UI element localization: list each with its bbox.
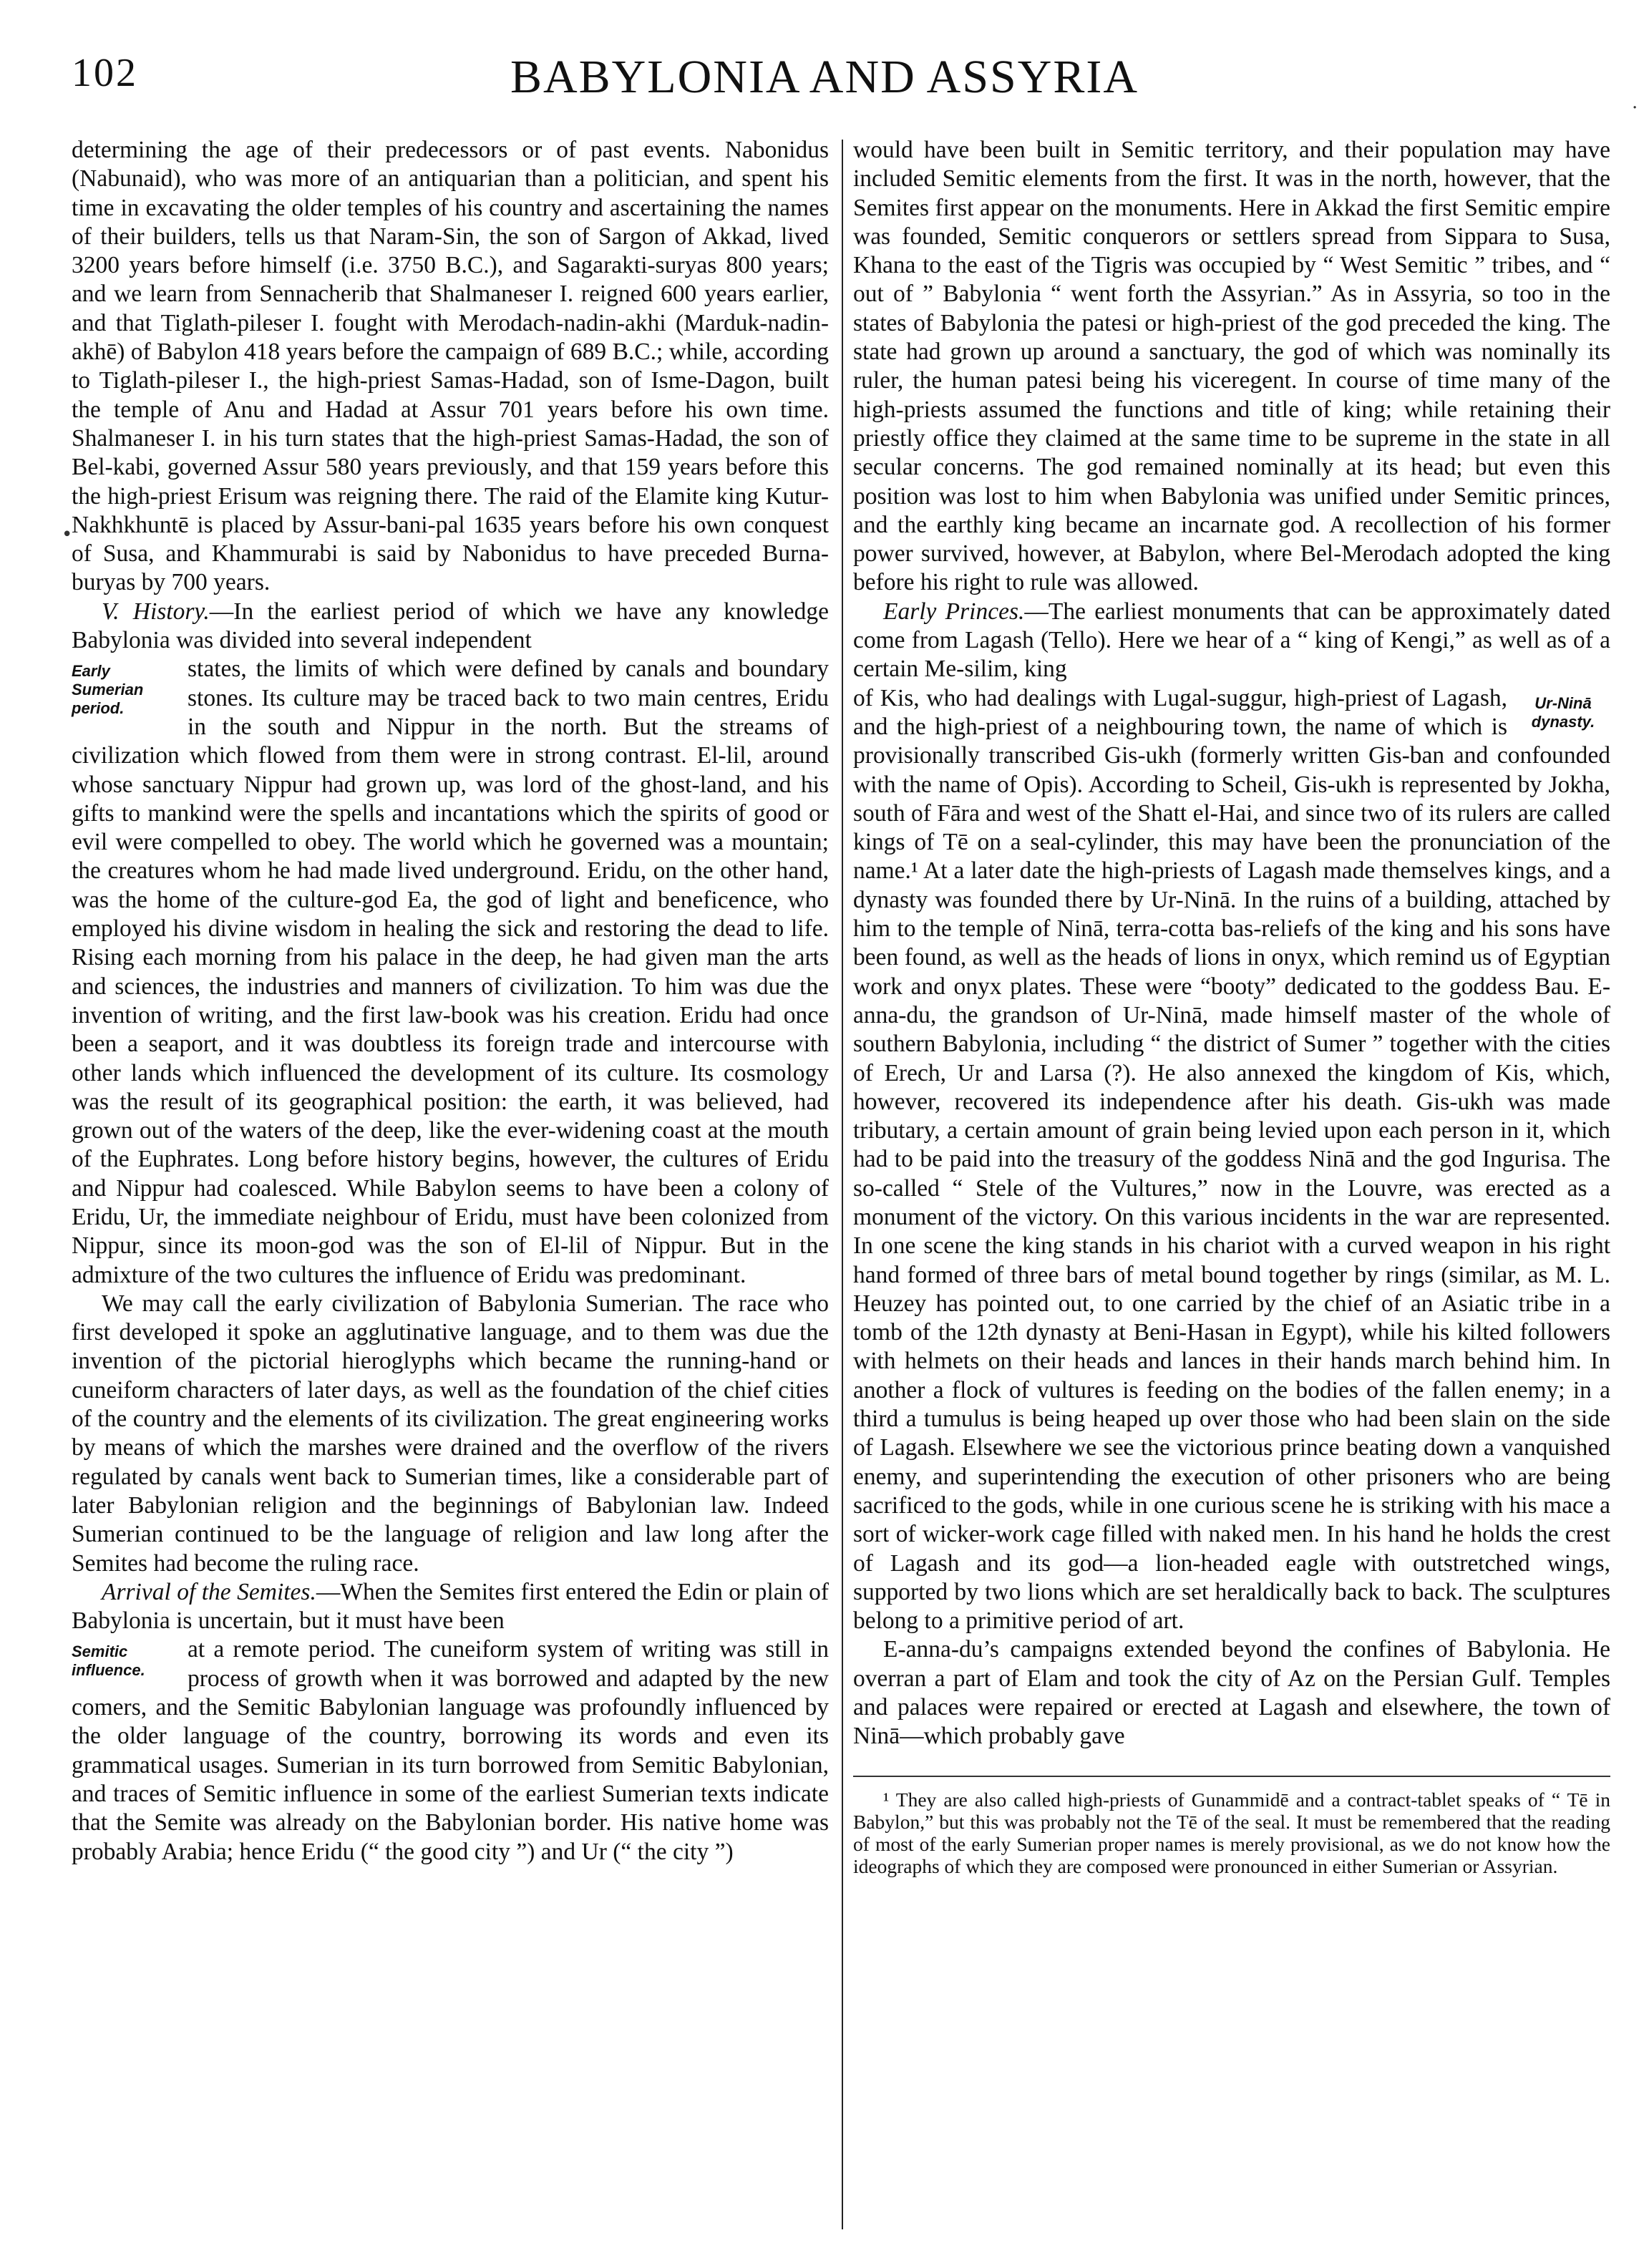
- paragraph-history: V. History.—In the earliest period of which we have any knowledge Babylonia was divided into several independent: [72, 598, 830, 654]
- margin-bullet: •: [62, 524, 73, 545]
- paragraph-princes: Early Princes.—The earliest monuments that can be approximately dated come from Lagash (Tello). Here we hear of a “ king of Kengi,” as well as of a certain Me-silim, king: [853, 598, 1610, 683]
- running-title: BABYLONIA AND ASSYRIA: [510, 51, 1139, 103]
- footnote: ¹ They are also called high-priests of Gunammidē and a contract-tablet speaks of “ Tē in Babylon,” but this was probably not the Tē of the seal. It must be remembered that the reading of most of the early Sumerian proper names is merely provisional, as we do not know how the ideographs of which they are composed were pronounced in either Sumerian or Assyrian.: [853, 1788, 1610, 1877]
- sidenote-ur-nina-dynasty: Ur-Ninā dynasty.: [1531, 693, 1595, 731]
- paragraph: determining the age of their predecessors or of past events. Nabonidus (Nabunaid), who was more of an antiquarian than a politician, and spent his time in excavating the older temples of his country and ascertaining the names of their builders, tells us that Naram-Sin, the son of Sargon of Akkad, lived 3200 years before himself (i.e. 3750 B.C.), and Sagarakti-suryas 800 years; and we learn from Sennacherib that Shalmaneser I. reigned 600 years earlier, and that Tiglath-pileser I. fought with Merodach-nadin-akhi (Marduk-nadin-akhē) of Babylon 418 years before the campaign of 689 B.C.; while, according to Tiglath-pileser I., the high-priest Samas-Hadad, son of Isme-Dagon, built the temple of Anu and Hadad at Assur 701 years before his own time. Shalmaneser I. in his turn states that the high-priest Samas-Hadad, the son of Bel-kabi, governed Assur 580 years previously, and that 159 years before this the high-priest Erisum was reigning there. The raid of the Elamite king Kutur-Nakhkhuntē is placed by Assur-bani-pal 1635 years before his own conquest of Susa, and Khammurabi is said by Nabonidus to have preceded Burna-buryas by 700 years.: [72, 137, 829, 596]
- right-column: [853, 136, 1610, 1877]
- paragraph: We may call the early civilization of Babylonia Sumerian. The race who first developed it spoke an agglutinative language, and to them was due the invention of the pictorial hieroglyphs which became the running-hand or cuneiform characters of later days, as well as the foundation of the chief cities of the country and the elements of its civilization. The great engineering works by means of which the marshes were drained and the overflow of the rivers regulated by canals went back to Sumerian times, like a considerable part of later Babylonian religion and the beginnings of Babylonian law. Indeed Sumerian continued to be the language of religion and law long after the Semites had become the ruling race.: [72, 1290, 829, 1577]
- section-heading-princes: Early Princes.: [883, 598, 1025, 625]
- paragraph-semites: Arrival of the Semites.—When the Semites first entered the Edin or plain of Babylonia is uncertain, but it must have been: [72, 1578, 829, 1635]
- paragraph: would have been built in Semitic territory, and their population may have included Semitic elements from the first. It was in the north, however, that the Semites first appear on the monuments. Here in Akkad the first Semitic empire was founded, Semitic conquerors or settlers spread from Sippara to Susa, Khana to the east of the Tigris was occupied by “ West Semitic ” tribes, and “ out of ” Babylonia “ went forth the Assyrian.” As in Assyria, so too in the states of Babylonia the patesi or high-priest of the god preceded the king. The state had grown up around a sanctuary, the god of which was nominally its ruler, the human patesi being his viceregent. In course of time many of the high-priests assumed the functions and title of king; while retaining their priestly office they claimed at the same time to be supreme in the state in all secular concerns. The god remained nominally at its head; but even this position was lost to him when Babylonia was unified under Semitic princes, and the earthly king became an incarnate god. A recollection of his former power survived, however, at Babylon, where Bel-Merodach adopted the king before his right to rule was allowed.: [853, 137, 1610, 596]
- paragraph: E-anna-du’s campaigns extended beyond the confines of Babylonia. He overran a part of Elam and took the city of Az on the Persian Gulf. Temples and palaces were repaired or erected at Lagash and elsewhere, the town of Ninā—which probably gave: [853, 1636, 1610, 1750]
- sidenote-early-sumerian: Early Sumerian period.: [72, 662, 144, 718]
- section-heading-semites: Arrival of the Semites.: [102, 1578, 316, 1605]
- footnote-rule: [853, 1776, 1610, 1777]
- paragraph-princes-cont: Ur-Ninā dynasty. of Kis, who had dealings with Lugal-suggur, high-priest of Lagash, and the high-priest of a neighbouring town, the name of which is provisionally transcribed Gis-ukh (formerly written Gis-ban and confounded with the name of Opis). According to Scheil, Gis-ukh is represented by Jokha, south of Fāra and west of the Shatt el-Hai, and since two of its rulers are called kings of Tē on a seal-cylinder, this may have been the pronunciation of the name.¹ At a later date the high-priests of Lagash made themselves kings, and a dynasty was founded there by Ur-Ninā. In the ruins of a building, attached by him to the temple of Ninā, terra-cotta bas-reliefs of the king and his sons have been found, as well as the heads of lions in onyx, which remind us of Egyptian work and onyx plates. These were “booty” dedicated to the goddess Bau. E-anna-du, the grandson of Ur-Ninā, made himself master of the whole of southern Babylonia, including “ the district of Sumer ” together with the cities of Erech, Ur and Larsa (?). He also annexed the kingdom of Kis, which, however, recovered its independence after his death. Gis-ukh was made tributary, a certain amount of grain being levied upon each person in it, which had to be paid into the treasury of the goddess Ninā and the god Ingurisa. The so-called “ Stele of the Vultures,” now in the Louvre, was erected as a monument of the victory. On this various incidents in the war are represented. In one scene the king stands in his chariot with a curved weapon in his right hand formed of three bars of metal bound together by rings (similar, as M. L. Heuzey has pointed out, to one carried by the chief of an Asiatic tribe in a tomb of the 12th dynasty at Beni-Hasan in Egypt), while his kilted followers with helmets on their heads and lances in their hands march behind him. In another a flock of vultures is feeding on the bodies of the fallen enemy; in a third a tumulus is being heaped up over those who had been slain on the side of Lagash. Elsewhere we see the victorious prince beating down a vanquished enemy, and superintending the execution of other prisoners who are being sacrificed to the gods, while in one curious scene he is striking with his mace a sort of wicker-work cage filled with naked men. In his hand he holds the crest of Lagash and its god—a lion-headed eagle with outstretched wings, supported by two lions which are set heraldically back to back. The sculptures belong to a primitive period of art.: [853, 684, 1610, 1635]
- page-number: 102: [72, 51, 138, 95]
- margin-dot: .: [1632, 92, 1638, 113]
- section-heading-history: V. History.: [102, 598, 210, 625]
- paragraph-history-cont: Early Sumerian period. states, the limits of which were defined by canals and boundary stones. Its culture may be traced back to two main centres, Eridu in the south and Nippur in the north. But the streams of civilization which flowed from them were in strong contrast. El-lil, around whose sanctuary Nippur had grown up, was lord of the ghost-land, and his gifts to mankind were the spells and incantations which the spirits of good or evil were compelled to obey. The world which he governed was a mountain; the creatures whom he had made lived underground. Eridu, on the other hand, was the home of the culture-god Ea, the god of light and beneficence, who employed his divine wisdom in healing the sick and restoring the dead to life. Rising each morning from his palace in the deep, he had given man the arts and sciences, the industries and manners of civilization. To him was due the invention of writing, and the first law-book was his creation. Eridu had once been a seaport, and it was doubtless its foreign trade and intercourse with other lands which influenced the development of its culture. Its cosmology was the result of its geographical position: the earth, it was believed, had grown out of the waters of the deep, like the ever-widening coast at the mouth of the Euphrates. Long before history begins, however, the cultures of Eridu and Nippur had coalesced. While Babylon seems to have been a colony of Eridu, Ur, the immediate neighbour of Eridu, must have been colonized from Nippur, since its moon-god was the son of El-lil of Nippur. But in the admixture of the two cultures the influence of Eridu was predominant.: [72, 656, 829, 1288]
- column-divider: [842, 140, 843, 2229]
- page-header: [72, 50, 1577, 122]
- paragraph-semites-cont: Semitic influence. at a remote period. The cuneiform system of writing was still in process of growth when it was borrowed and adapted by the new comers, and the Semitic Babylonian language was profoundly influenced by the older language of the country, borrowing its words and even its grammatical usages. Sumerian in its turn borrowed from Semitic Babylonian, and traces of Semitic influence in some of the earliest Sumerian texts indicate that the Semite was already on the Babylonian border. His native home was probably Arabia; hence Eridu (“ the good city ”) and Ur (“ the city ”): [72, 1636, 829, 1865]
- left-column: [72, 136, 829, 1867]
- sidenote-semitic-influence: Semitic influence.: [72, 1642, 145, 1680]
